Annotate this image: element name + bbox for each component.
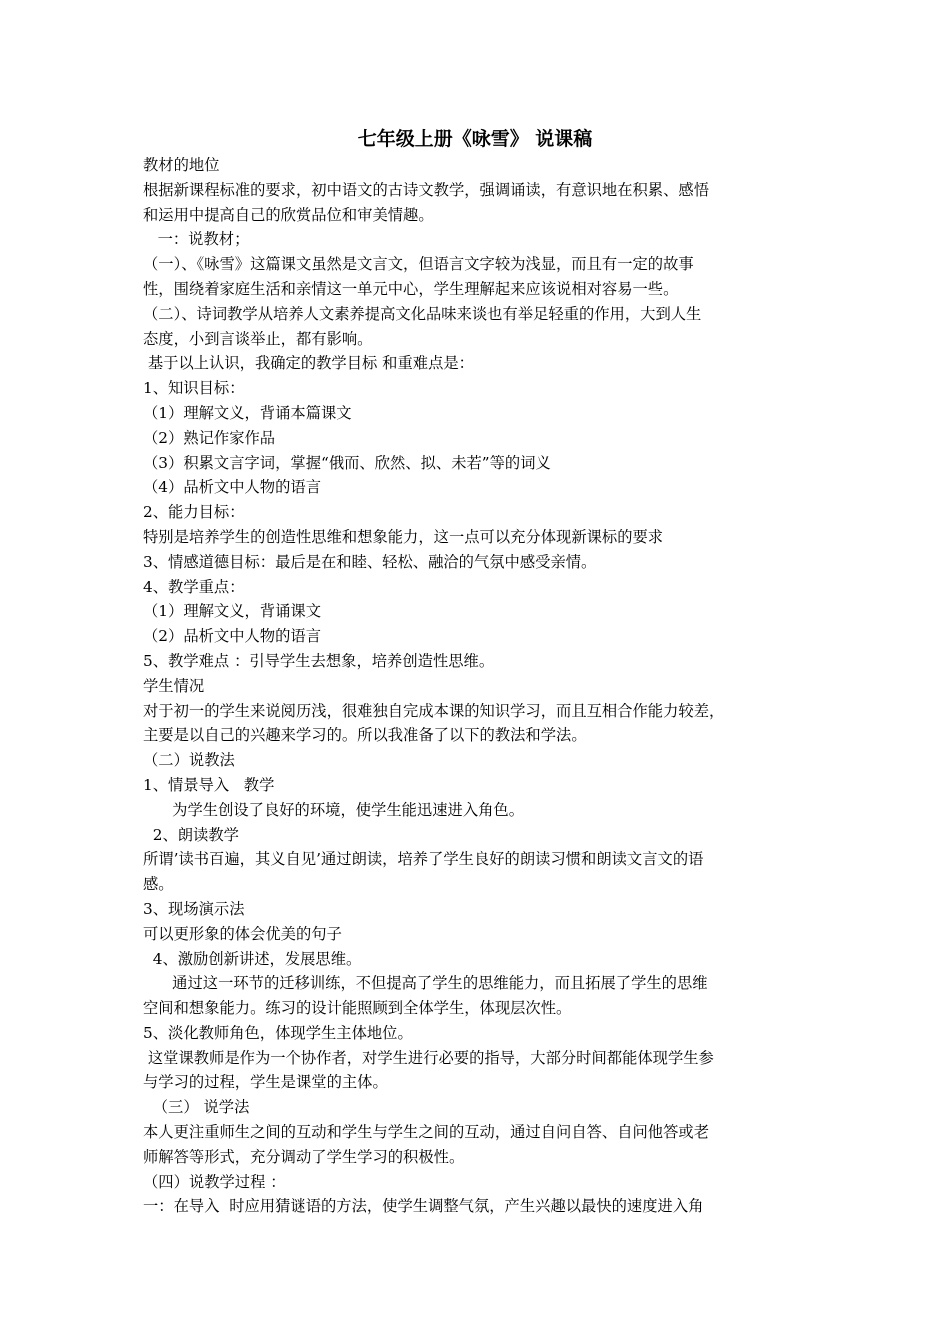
text-line: （三） 说学法: [143, 1098, 250, 1117]
document-title: 七年级上册《咏雪》 说课稿: [357, 128, 593, 150]
text-line: 感。: [143, 875, 174, 894]
text-line: 为学生创设了良好的环境，使学生能迅速进入角色。: [143, 800, 525, 819]
text-line: 特别是培养学生的创造性思维和想象能力，这一点可以充分体现新课标的要求: [143, 527, 664, 546]
text-line: 3、情感道德目标：最后是在和睦、轻松、融洽的气氛中感受亲情。: [143, 552, 597, 571]
text-line: 一：在导入 时应用猜谜语的方法，使学生调整气氛，产生兴趣以最快的速度进入角: [143, 1197, 704, 1216]
text-line: （二）说教法: [143, 751, 235, 770]
text-line: （四）说教学过程 ：: [143, 1172, 286, 1191]
text-line: 对于初一的学生来说阅历浅，很难独自完成本课的知识学习，而且互相合作能力较差，: [143, 701, 725, 720]
text-line: 主要是以自己的兴趣来学习的。所以我准备了以下的教法和学法。: [143, 726, 587, 745]
text-line: 空间和想象能力。练习的设计能照顾到全体学生，体现层次性。: [143, 999, 572, 1018]
text-line: 通过这一环节的迁移训练，不但提高了学生的思维能力，而且拓展了学生的思维: [143, 974, 708, 993]
document-body: [143, 153, 813, 1219]
text-line: 基于以上认识，我确定的教学目标 和重难点是：: [143, 354, 474, 373]
text-line: （2）熟记作家作品: [143, 428, 276, 447]
text-line: 5、教学难点 ：引导学生去想象，培养创造性思维。: [143, 651, 495, 670]
text-line: 与学习的过程，学生是课堂的主体。: [143, 1073, 388, 1092]
text-line: 教材的地位: [143, 156, 220, 174]
text-line: 性，围绕着家庭生活和亲情这一单元中心，学生理解起来应该说相对容易一些。: [143, 279, 679, 298]
text-line: 1、知识目标：: [143, 379, 245, 398]
text-line: （2）品析文中人物的语言: [143, 627, 321, 646]
text-line: 2、朗读教学: [143, 825, 239, 844]
text-line: 师解答等形式，充分调动了学生学习的积极性。: [143, 1147, 465, 1166]
text-line: 5、淡化教师角色，体现学生主体地位。: [143, 1023, 413, 1042]
text-line: （二）、诗词教学从培养人文素养提高文化品味来谈也有举足轻重的作用，大到人生: [143, 304, 702, 323]
text-line: 可以更形象的体会优美的句子: [143, 924, 342, 943]
text-line: 根据新课程标准的要求，初中语文的古诗文教学，强调诵读，有意识地在积累、感悟: [143, 180, 709, 199]
text-line: 所谓’读书百遍，其义自见’通过朗读，培养了学生良好的朗读习惯和朗读文言文的语: [143, 850, 704, 869]
text-line: （1）理解文义，背诵本篇课文: [143, 403, 352, 422]
text-line: 4、教学重点：: [143, 577, 245, 596]
text-line: 一：说教材；: [143, 230, 250, 249]
text-line: （一）、《咏雪》这篇课文虽然是文言文，但语言文字较为浅显，而且有一定的故事: [143, 255, 694, 274]
text-line: 2、能力目标：: [143, 503, 245, 522]
text-line: 和运用中提高自己的欣赏品位和审美情趣。: [143, 205, 434, 224]
text-line: 本人更注重师生之间的互动和学生与学生之间的互动，通过自问自答、自问他答或老: [143, 1123, 709, 1142]
text-line: 学生情况: [143, 676, 205, 695]
text-line: 3、现场演示法: [143, 899, 245, 918]
text-line: （3）积累文言字词，掌握“俄而、欣然、拟、未若”等的词义: [143, 453, 551, 472]
text-line: 1、情景导入 教学: [143, 775, 275, 794]
text-line: （4）品析文中人物的语言: [143, 478, 321, 497]
text-line: （1）理解文义，背诵课文: [143, 602, 321, 621]
text-line: 这堂课教师是作为一个协作者，对学生进行必要的指导，大部分时间都能体现学生参: [143, 1048, 714, 1067]
text-line: 态度，小到言谈举止，都有影响。: [143, 329, 373, 348]
text-line: 4、激励创新讲述，发展思维。: [143, 949, 362, 968]
